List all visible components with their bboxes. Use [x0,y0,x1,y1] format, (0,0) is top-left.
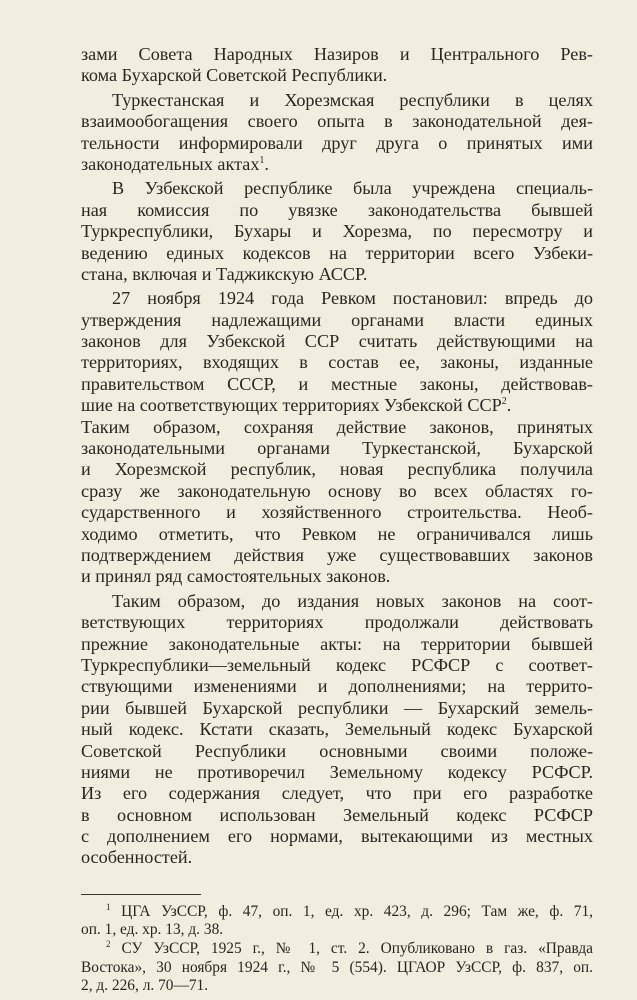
footnote-2 [81,940,593,959]
text-line: Советской Республики основными своими положе- [81,740,593,761]
text-line: законов для Узбекской ССР считать действующими на [81,331,593,352]
text-line: кома Бухарской Советской Республики. [81,65,388,86]
text-segment: . [264,153,269,174]
text-line: с дополнением его нормами, вытекающими из местных [81,826,593,847]
paragraph-exchange-of-acts [81,90,593,176]
footnote-2-cont: 2, д. 226, л. 70—71. [81,977,209,995]
text-line: правительством СССР, и местные законы, действовав- [81,373,593,394]
text-line: Таким образом, до издания новых законов на соот- [112,590,593,611]
footnote-ref-1: 1 [259,154,265,166]
text-line: взаимообогащения своего опыта в законодательной дея- [81,111,593,132]
text-line: особенностей. [81,847,193,868]
text-line: в основном использован Земельный кодекс РСФСР [81,804,593,825]
footnote-mark: 2 [106,938,111,949]
text-line: стана, включая и Таджикскую АССР. [81,263,368,284]
paragraph-land-codes [81,591,593,869]
text-line [81,154,593,175]
footnote-2-cont: Востока», 30 ноября 1924 г., № 5 (554). ЦГАОР УзССР, ф. 837, оп. [81,958,593,976]
footnote-divider [81,894,201,895]
text-line: ная комиссия по увязке законодательства бывшей [81,199,593,220]
text-line: прежние законодательные акты: на территории бывшей [81,633,593,654]
paragraph-continuation [81,44,593,87]
text-line: зами Совета Народных Назиров и Центрального Рев- [81,44,593,64]
footnote-1 [81,903,593,922]
footnote-mark: 1 [106,901,111,912]
page-body [81,44,593,996]
text-line: Таким образом, сохраняя действие законов, принятых [81,416,593,437]
paragraph-commission [81,178,593,285]
text-line: сразу же законодательную основу во всех областях го- [81,480,593,501]
text-line: Туркреспублики—земельный кодекс РСФСР с соответ- [81,654,593,675]
text-line: подтверждением действия уже существовавших законов [81,544,593,565]
text-segment: шие на соответствующих территориях Узбекской ССР [81,395,502,416]
text-line: Из его содержания следует, что при его разработке [81,783,593,804]
text-line: ствующими изменениями и дополнениями; на террито- [81,676,593,697]
text-line: и принял ряд самостоятельных законов. [81,566,391,587]
footnote-text: ЦГА УзССР, ф. 47, оп. 1, ед. хр. 423, д. 296; Там же, ф. 71, [121,902,593,920]
text-segment: . [506,395,512,416]
footnotes [81,903,593,996]
text-line: рии бывшей Бухарской республики — Бухарский земель- [81,697,593,718]
text-line: ведению единых кодексов на территории всего Узбеки- [81,242,593,263]
text-segment: законодательных актах [81,153,260,174]
text-line: ходимо отметить, что Ревком не ограничивался лишь [81,523,593,544]
text-line: ный кодекс. Кстати сказать, Земельный кодекс Бухарской [81,719,593,740]
footnote-1-cont: оп. 1, ед. хр. 13, д. 38. [81,921,224,939]
footnote-ref-2: 2 [501,396,507,408]
text-line [81,395,593,416]
text-line: и Хорезмской республик, новая республика получила [81,459,593,480]
paragraph-revkom-decision [81,288,593,587]
text-line: ветствующих территориях продолжали действовать [81,612,593,633]
text-line: Туркестанская и Хорезмская республики в целях [112,89,593,110]
text-line: В Узбекской республике была учреждена специаль- [112,178,593,199]
text-line: законодательными органами Туркестанской, Бухарской [81,438,593,459]
text-line: территориях, входящих в состав ее, законы, изданные [81,352,593,373]
text-line: Туркреспублики, Бухары и Хорезма, по пересмотру и [81,221,593,242]
text-line: 27 ноября 1924 года Ревком постановил: впредь до [112,288,593,309]
text-line: тельности информировали друг друга о принятых ими [81,132,593,153]
text-line: ниями не противоречил Земельному кодексу РСФСР. [81,761,593,782]
footnote-text: СУ УзССР, 1925 г., № 1, ст. 2. Опубликовано в газ. «Правда [121,940,593,958]
text-line: сударственного и хозяйственного строительства. Необ- [81,502,593,523]
text-line: утверждения надлежащими органами власти единых [81,309,593,330]
